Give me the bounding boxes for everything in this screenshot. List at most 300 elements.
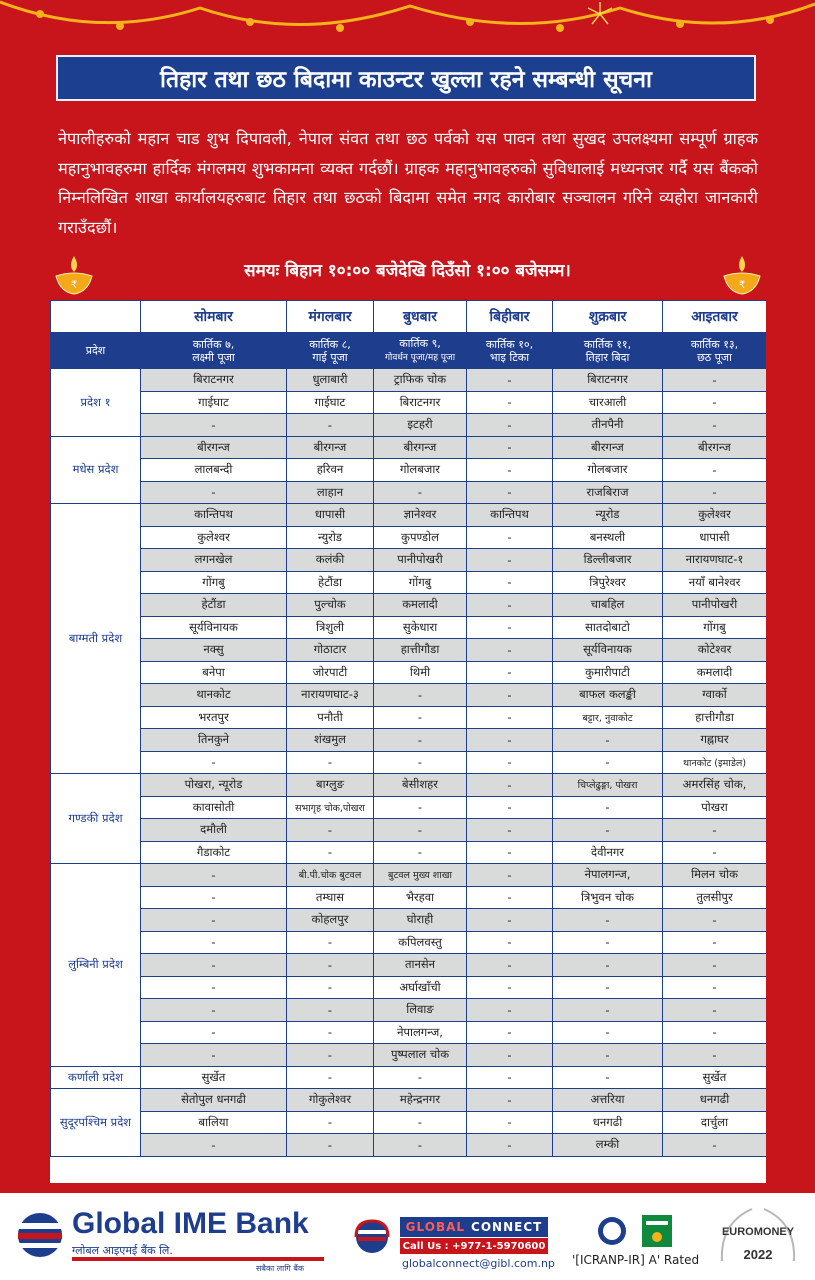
branch-cell: त्रिपुरेश्वर [553, 571, 663, 594]
province-cell: मधेस प्रदेश [51, 436, 141, 504]
branch-cell: - [467, 1089, 553, 1112]
branch-cell: - [663, 369, 767, 392]
branch-cell: - [467, 954, 553, 977]
branch-row [51, 931, 767, 954]
service-hours: समयः बिहान १०:०० बजेदेखि दिउँसो १:०० बजेसम्म। [244, 261, 571, 281]
branch-row [51, 1134, 767, 1157]
branch-cell: - [374, 1066, 467, 1089]
branch-cell: पनौती [287, 706, 374, 729]
province-cell: लुम्बिनी प्रदेश [51, 864, 141, 1067]
branch-row [51, 594, 767, 617]
date-text: कार्तिक १३, [690, 337, 739, 351]
branch-cell: बनेपा [141, 661, 287, 684]
branch-cell: - [141, 414, 287, 437]
branch-cell: लाहान [287, 481, 374, 504]
branch-row [51, 976, 767, 999]
branch-cell: कमलादी [374, 594, 467, 617]
branch-cell: - [287, 841, 374, 864]
svg-text:₹: ₹ [70, 280, 78, 291]
branch-cell: इटहरी [374, 414, 467, 437]
branch-row [51, 841, 767, 864]
branch-cell: - [553, 796, 663, 819]
branch-cell: चारआली [553, 391, 663, 414]
branch-cell: - [553, 1044, 663, 1067]
branch-cell: - [287, 976, 374, 999]
branch-cell: त्रिभुवन चोक [553, 886, 663, 909]
branch-cell: - [287, 1066, 374, 1089]
branch-cell: - [287, 931, 374, 954]
branch-row [51, 504, 767, 527]
branch-row [51, 571, 767, 594]
notice-title: तिहार तथा छठ बिदामा काउन्टर खुल्ला रहने सम्बन्धी सूचना [56, 55, 756, 101]
branch-cell: न्यूरोड [553, 504, 663, 527]
branch-cell: - [141, 999, 287, 1022]
branch-cell: - [663, 841, 767, 864]
branch-cell: राजबिराज [553, 481, 663, 504]
branch-cell: डिल्लीबजार [553, 549, 663, 572]
branch-row [51, 819, 767, 842]
contact-email[interactable]: globalconnect@gibl.com.np [402, 1257, 555, 1270]
branch-row [51, 729, 767, 752]
branch-cell: बेसीशहर [374, 774, 467, 797]
branch-cell: गाईघाट [287, 391, 374, 414]
call-number: Call Us : +977-1-5970600 [400, 1238, 548, 1254]
date-text: कार्तिक ११, [583, 337, 632, 351]
branch-cell: तानसेन [374, 954, 467, 977]
branch-cell: सूर्यविनायक [141, 616, 287, 639]
branch-cell: धनगढी [663, 1089, 767, 1112]
branch-cell: सुकेधारा [374, 616, 467, 639]
branch-cell: कुलेश्वर [141, 526, 287, 549]
branch-cell: - [287, 414, 374, 437]
branch-cell: सेतोपुल धनगढी [141, 1089, 287, 1112]
global-connect-title [400, 1217, 548, 1237]
branch-cell: कमलादी [663, 661, 767, 684]
festival-text: गोवर्धन पूजा/मह पूजा [384, 352, 456, 363]
branch-cell: - [374, 684, 467, 707]
branch-cell: कान्तिपथ [467, 504, 553, 527]
festive-garland-decoration [0, 0, 815, 50]
branch-row [51, 706, 767, 729]
branch-cell: लम्की [553, 1134, 663, 1157]
branch-row [51, 661, 767, 684]
bank-tagline: सबैका लागि बैंक [256, 1264, 305, 1273]
branch-cell: - [467, 571, 553, 594]
branch-cell: बालिया [141, 1111, 287, 1134]
branch-cell: - [663, 1021, 767, 1044]
branch-cell: त्रिशुली [287, 616, 374, 639]
branch-cell: - [663, 481, 767, 504]
branch-cell: कावासोती [141, 796, 287, 819]
branch-cell: बिराटनगर [553, 369, 663, 392]
branch-cell: गोलबजार [553, 459, 663, 482]
branch-row [51, 616, 767, 639]
branch-cell: - [663, 931, 767, 954]
date-cell [553, 333, 663, 369]
branch-cell: - [467, 864, 553, 887]
branch-cell: पुल्चोक [287, 594, 374, 617]
date-text: कार्तिक १०, [485, 337, 534, 351]
branch-cell: - [141, 751, 287, 774]
bank-underline-divider [72, 1257, 324, 1261]
branch-cell: - [467, 684, 553, 707]
branch-cell: - [467, 886, 553, 909]
day-header: सोमबार [141, 301, 287, 333]
branch-cell: बनस्थली [553, 526, 663, 549]
branch-cell: - [467, 526, 553, 549]
branch-cell: गोंगबु [374, 571, 467, 594]
branch-cell: - [467, 819, 553, 842]
award-badges-icon [590, 1213, 680, 1253]
branch-cell: शंखमुल [287, 729, 374, 752]
branch-cell: - [467, 1066, 553, 1089]
branch-cell: - [663, 391, 767, 414]
branch-cell: दमौली [141, 819, 287, 842]
branch-cell: - [553, 729, 663, 752]
header-corner-cell [51, 301, 141, 333]
branch-cell: भरतपुर [141, 706, 287, 729]
day-header: बिहीबार [467, 301, 553, 333]
branch-row [51, 751, 767, 774]
branch-cell: लगनखेल [141, 549, 287, 572]
branch-cell: तिनकुने [141, 729, 287, 752]
branch-cell: गाईघाट [141, 391, 287, 414]
branch-cell: सूर्यविनायक [553, 639, 663, 662]
date-text: कार्तिक ८, [309, 337, 351, 351]
branch-cell: - [141, 909, 287, 932]
branch-cell: - [467, 976, 553, 999]
branch-cell: - [374, 1111, 467, 1134]
branch-cell: गैडाकोट [141, 841, 287, 864]
branch-row [51, 459, 767, 482]
branch-cell: - [467, 1111, 553, 1134]
branch-row [51, 391, 767, 414]
date-cell [467, 333, 553, 369]
branch-cell: - [553, 954, 663, 977]
date-text: कार्तिक ७, [192, 337, 235, 351]
branch-cell: - [663, 1134, 767, 1157]
branch-cell: - [467, 549, 553, 572]
branch-cell: - [553, 999, 663, 1022]
bank-name-nepali: ग्लोबल आइएमई बैंक लि. [72, 1244, 173, 1257]
branch-cell: - [663, 414, 767, 437]
branch-cell: - [374, 706, 467, 729]
branch-cell: - [467, 1044, 553, 1067]
branch-cell: - [467, 729, 553, 752]
global-connect-logo-icon [352, 1217, 396, 1257]
branch-cell: चिप्लेढुङ्गा, पोखरा [553, 774, 663, 797]
branch-cell: गोंगबु [141, 571, 287, 594]
branch-row [51, 526, 767, 549]
branch-cell: - [141, 1134, 287, 1157]
branch-cell: - [287, 999, 374, 1022]
branch-cell: धुलाबारी [287, 369, 374, 392]
branch-cell: - [374, 1134, 467, 1157]
branch-cell: दार्चुला [663, 1111, 767, 1134]
branch-cell: - [287, 1134, 374, 1157]
branch-cell: - [663, 976, 767, 999]
branch-row [51, 481, 767, 504]
branch-cell: बी.पी.चोक बुटवल [287, 864, 374, 887]
province-cell: कर्णाली प्रदेश [51, 1066, 141, 1089]
branch-row [51, 1111, 767, 1134]
day-header: आइतबार [663, 301, 767, 333]
branch-cell: - [287, 751, 374, 774]
branch-cell: - [553, 1021, 663, 1044]
branch-cell: तुलसीपुर [663, 886, 767, 909]
branch-cell: - [467, 481, 553, 504]
branch-cell: - [553, 1066, 663, 1089]
branch-cell: - [374, 729, 467, 752]
branch-row [51, 796, 767, 819]
branch-cell: हात्तीगौडा [374, 639, 467, 662]
province-cell: गण्डकी प्रदेश [51, 774, 141, 864]
branch-cell: हेटौंडा [287, 571, 374, 594]
branch-cell: ज्ञानेश्वर [374, 504, 467, 527]
branch-cell: - [287, 819, 374, 842]
date-cell [287, 333, 374, 369]
branch-cell: सभागृह चोक,पोखरा [287, 796, 374, 819]
branch-row [51, 909, 767, 932]
branch-row [51, 369, 767, 392]
branch-cell: - [374, 841, 467, 864]
branch-cell: ग्वार्को [663, 684, 767, 707]
branch-cell: घोराही [374, 909, 467, 932]
branch-cell: - [287, 954, 374, 977]
connect-word-connect: CONNECT [471, 1220, 543, 1234]
branch-cell: - [374, 819, 467, 842]
branch-row [51, 436, 767, 459]
branch-cell: - [141, 864, 287, 887]
branch-cell: हरिवन [287, 459, 374, 482]
branch-schedule-table-container [50, 300, 766, 1183]
branch-cell: बुटवल मुख्य शाखा [374, 864, 467, 887]
branch-cell: - [467, 774, 553, 797]
branch-row [51, 684, 767, 707]
branch-cell: चाबहिल [553, 594, 663, 617]
branch-cell: - [467, 369, 553, 392]
branch-cell: - [663, 999, 767, 1022]
branch-cell: - [467, 436, 553, 459]
branch-cell: सुर्खेत [141, 1066, 287, 1089]
branch-cell: - [553, 909, 663, 932]
branch-cell: - [553, 819, 663, 842]
branch-cell: कोटेश्वर [663, 639, 767, 662]
bank-name: Global IME Bank [72, 1207, 309, 1240]
branch-cell: - [553, 976, 663, 999]
branch-cell: - [467, 1021, 553, 1044]
branch-row [51, 1021, 767, 1044]
branch-cell: गोंगबु [663, 616, 767, 639]
date-text: कार्तिक ९, [399, 336, 441, 350]
footer-bar [0, 1193, 815, 1280]
branch-cell: गोकुलेश्वर [287, 1089, 374, 1112]
branch-cell: पोखरा [663, 796, 767, 819]
branch-cell: बाफल कलङ्की [553, 684, 663, 707]
branch-cell: नारायणघाट-३ [287, 684, 374, 707]
branch-cell: - [141, 1044, 287, 1067]
branch-cell: देवीनगर [553, 841, 663, 864]
branch-cell: सातदोबाटो [553, 616, 663, 639]
branch-cell: - [663, 1044, 767, 1067]
branch-cell: - [141, 886, 287, 909]
branch-cell: कुलेश्वर [663, 504, 767, 527]
branch-cell: धापासी [663, 526, 767, 549]
branch-cell: - [467, 841, 553, 864]
branch-cell: गोलबजार [374, 459, 467, 482]
branch-cell: पानीपोखरी [663, 594, 767, 617]
branch-cell: - [374, 751, 467, 774]
branch-cell: - [663, 459, 767, 482]
branch-cell: भैरहवा [374, 886, 467, 909]
credit-rating-label: '[ICRANP-IR] A' Rated [572, 1253, 700, 1267]
branch-cell: लालबन्दी [141, 459, 287, 482]
branch-row [51, 1044, 767, 1067]
branch-cell: - [141, 931, 287, 954]
branch-cell: लिवाङ [374, 999, 467, 1022]
festival-text: तिहार बिदा [585, 350, 630, 364]
branch-row [51, 954, 767, 977]
branch-cell: नयाँ बानेश्वर [663, 571, 767, 594]
branch-cell: - [467, 414, 553, 437]
branch-row [51, 1089, 767, 1112]
branch-cell: कपिलवस्तु [374, 931, 467, 954]
day-header: बुधबार [374, 301, 467, 333]
branch-cell: - [553, 931, 663, 954]
branch-cell: नक्सु [141, 639, 287, 662]
branch-row [51, 1066, 767, 1089]
branch-cell: धनगढी [553, 1111, 663, 1134]
branch-cell: थानकोट [141, 684, 287, 707]
branch-cell: धापासी [287, 504, 374, 527]
branch-cell: बट्टार, नुवाकोट [553, 706, 663, 729]
branch-cell: थानकोट (इमाडेल) [663, 751, 767, 774]
branch-row [51, 864, 767, 887]
branch-cell: - [467, 639, 553, 662]
branch-cell: बीरगन्ज [141, 436, 287, 459]
branch-cell: नेपालगन्ज, [553, 864, 663, 887]
branch-cell: बाग्लुङ [287, 774, 374, 797]
branch-row [51, 414, 767, 437]
notice-intro-paragraph: नेपालीहरुको महान चाड शुभ दिपावली, नेपाल संवत तथा छठ पर्वको यस पावन तथा सुखद उपलक्ष्यमा सम्पूर्ण ग्राहक महानुभावहरुमा हार्दिक मंगलमय शुभकामना व्यक्त गर्दछौं। ग्राहक महानुभावहरुको सुविधालाई मध्यनजर गर्दै यस बैंकको निम्नलिखित शाखा कार्यालयहरुबाट तिहार तथा छठको बिदामा समेत नगद कारोबार सञ्चालन गरिने व्यहोरा जानकारी गराउँदछौं। [58, 129, 758, 237]
branch-cell: - [467, 706, 553, 729]
award-year: 2022 [743, 1247, 773, 1262]
festival-text: छठ पूजा [697, 350, 732, 364]
branch-cell: - [287, 1044, 374, 1067]
festival-text: भाइ टिका [489, 350, 530, 364]
date-cell [141, 333, 287, 369]
global-ime-logo-icon [14, 1211, 66, 1259]
festival-text: लक्ष्मी पूजा [192, 350, 235, 364]
branch-cell: बीरगन्ज [287, 436, 374, 459]
branch-row [51, 999, 767, 1022]
branch-cell: कलंकी [287, 549, 374, 572]
branch-cell: बीरगन्ज [663, 436, 767, 459]
province-cell: प्रदेश १ [51, 369, 141, 437]
branch-cell: कुपण्डोल [374, 526, 467, 549]
branch-cell: गह्नाघर [663, 729, 767, 752]
branch-cell: - [663, 909, 767, 932]
branch-cell: अत्तरिया [553, 1089, 663, 1112]
branch-row [51, 774, 767, 797]
branch-cell: - [467, 931, 553, 954]
branch-cell: - [553, 751, 663, 774]
branch-cell: बिराटनगर [141, 369, 287, 392]
branch-cell: अमरसिंह चोक, [663, 774, 767, 797]
branch-cell: - [374, 481, 467, 504]
branch-cell: - [663, 819, 767, 842]
branch-cell: कोहलपुर [287, 909, 374, 932]
branch-cell: हेटौंडा [141, 594, 287, 617]
branch-cell: - [467, 796, 553, 819]
branch-cell: न्युरोड [287, 526, 374, 549]
branch-cell: थिमी [374, 661, 467, 684]
day-header: शुक्रबार [553, 301, 663, 333]
award-title: EUROMONEY [721, 1226, 795, 1238]
branch-cell: - [467, 616, 553, 639]
svg-text:₹: ₹ [738, 280, 746, 291]
branch-cell: - [467, 594, 553, 617]
branch-cell: - [467, 661, 553, 684]
branch-cell: कुमारीपाटी [553, 661, 663, 684]
branch-cell: - [467, 909, 553, 932]
branch-cell: नेपालगन्ज, [374, 1021, 467, 1044]
branch-cell: कान्तिपथ [141, 504, 287, 527]
branch-schedule-table [50, 300, 766, 1157]
euromoney-award-icon [712, 1203, 804, 1271]
branch-cell: तीनपैनी [553, 414, 663, 437]
branch-row [51, 639, 767, 662]
branch-cell: नारायणघाट-१ [663, 549, 767, 572]
branch-cell: पोखरा, न्यूरोड [141, 774, 287, 797]
branch-cell: पुष्पलाल चोक [374, 1044, 467, 1067]
branch-cell: बिराटनगर [374, 391, 467, 414]
branch-cell: - [467, 751, 553, 774]
date-cell [374, 333, 467, 369]
branch-cell: - [467, 1134, 553, 1157]
branch-cell: पानीपोखरी [374, 549, 467, 572]
branch-cell: - [287, 1021, 374, 1044]
branch-cell: - [287, 1111, 374, 1134]
branch-cell: - [141, 1021, 287, 1044]
date-row [51, 333, 767, 369]
date-cell [663, 333, 767, 369]
branch-cell: - [663, 954, 767, 977]
day-header: मंगलबार [287, 301, 374, 333]
branch-cell: बीरगन्ज [374, 436, 467, 459]
branch-cell: सुर्खेत [663, 1066, 767, 1089]
branch-cell: मिलन चोक [663, 864, 767, 887]
branch-cell: गोठाटार [287, 639, 374, 662]
branch-cell: - [374, 796, 467, 819]
branch-cell: ट्राफिक चोक [374, 369, 467, 392]
branch-cell: हात्तीगौडा [663, 706, 767, 729]
branch-cell: जोरपाटी [287, 661, 374, 684]
branch-cell: - [467, 391, 553, 414]
province-cell: बाग्मती प्रदेश [51, 504, 141, 774]
branch-cell: - [467, 459, 553, 482]
branch-cell: तम्घास [287, 886, 374, 909]
branch-cell: बीरगन्ज [553, 436, 663, 459]
branch-cell: - [467, 999, 553, 1022]
connect-word-global: GLOBAL [405, 1220, 466, 1234]
branch-cell: महेन्द्रनगर [374, 1089, 467, 1112]
branch-cell: - [141, 954, 287, 977]
branch-cell: - [141, 976, 287, 999]
province-cell: सुदूरपश्चिम प्रदेश [51, 1089, 141, 1157]
province-header-label: प्रदेश [51, 333, 141, 369]
branch-row [51, 886, 767, 909]
